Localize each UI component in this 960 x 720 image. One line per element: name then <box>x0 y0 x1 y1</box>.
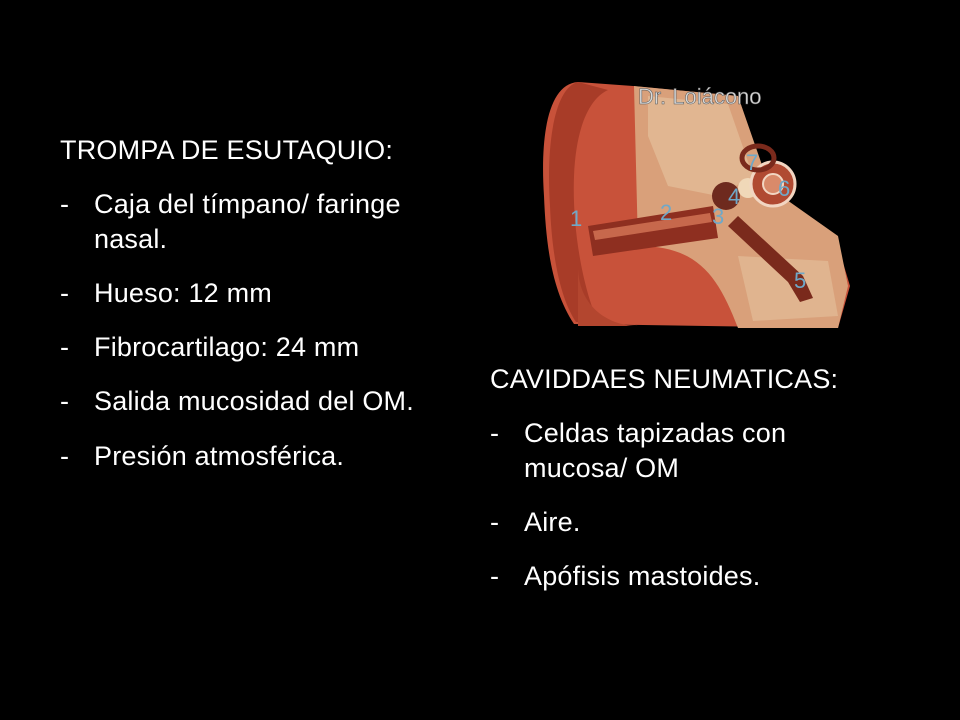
bullet-dash: - <box>490 561 500 592</box>
eustachian-tube-list <box>60 187 440 474</box>
left-column <box>60 133 440 493</box>
list-item <box>490 559 890 594</box>
label-2: 2 <box>660 200 673 225</box>
bullet-dash: - <box>60 386 70 417</box>
bullet-dash: - <box>60 332 70 363</box>
list-item-text: Hueso: 12 mm <box>94 278 272 309</box>
list-item-text: Presión atmosférica. <box>94 440 345 471</box>
label-5: 5 <box>794 268 807 293</box>
list-item <box>60 384 440 419</box>
figure-watermark: Dr. Loiácono <box>638 84 762 109</box>
list-item-text: Caja del tímpano/ faringe nasal. <box>94 189 401 255</box>
list-item <box>60 439 440 474</box>
label-1: 1 <box>570 206 583 231</box>
bullet-dash: - <box>60 278 70 309</box>
eustachian-tube-heading: TROMPA DE ESUTAQUIO: <box>60 135 394 165</box>
list-item-text: Aire. <box>524 507 581 538</box>
label-4: 4 <box>728 184 741 209</box>
bullet-dash: - <box>490 418 500 449</box>
bullet-dash: - <box>60 189 70 220</box>
list-item-text: Celdas tapizadas con mucosa/ OM <box>524 418 787 484</box>
bullet-dash: - <box>490 507 500 538</box>
list-item <box>60 276 440 311</box>
list-item <box>490 505 890 540</box>
list-item <box>60 330 440 365</box>
bullet-dash: - <box>60 440 70 471</box>
list-item-text: Salida mucosidad del OM. <box>94 386 414 417</box>
pneumatic-cavities-heading: CAVIDDAES NEUMATICAS: <box>490 364 839 394</box>
right-column <box>490 362 890 613</box>
list-item <box>60 187 440 257</box>
list-item-text: Fibrocartilago: 24 mm <box>94 332 360 363</box>
label-6: 6 <box>778 176 791 201</box>
label-3: 3 <box>712 204 725 229</box>
label-7: 7 <box>746 150 759 175</box>
ear-anatomy-illustration <box>538 76 852 330</box>
pneumatic-cavities-list <box>490 416 890 594</box>
list-item-text: Apófisis mastoides. <box>524 561 761 592</box>
list-item <box>490 416 890 486</box>
